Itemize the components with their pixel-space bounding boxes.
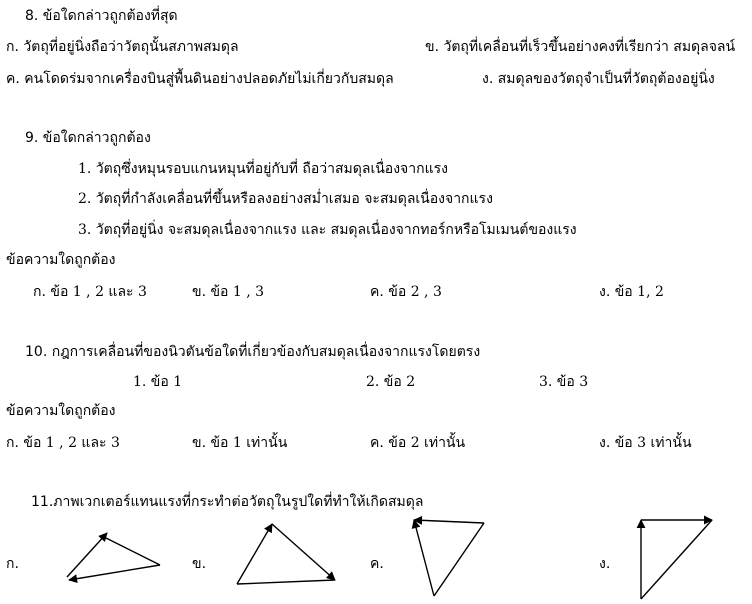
q10-option-d[interactable]: ง. ข้อ 3 เท่านั้น: [599, 435, 692, 451]
q8-option-c[interactable]: ค. คนโดดร่มจากเครื่องบินสู่พื้นดินอย่างปลอดภัยไม่เกี่ยวกับสมดุล: [6, 71, 394, 87]
vector-line: [641, 520, 712, 599]
q9-statement-3: 3. วัตถุที่อยู่นิ่ง จะสมดุลเนื่องจากแรง และ สมดุลเนื่องจากทอร์กหรือโมเมนต์ของแรง: [78, 222, 577, 238]
q9-statement-2: 2. วัตถุที่กำลังเคลื่อนที่ขึ้นหรือลงอย่างสม่ำเสมอ จะสมดุลเนื่องจากแรง: [78, 191, 493, 207]
q11-option-d[interactable]: ง.: [599, 556, 611, 572]
q8-option-d[interactable]: ง. สมดุลของวัตถุจำเป็นที่วัตถุต้องอยู่นิ่ง: [482, 71, 715, 87]
q9-title: 9. ข้อใดกล่าวถูกต้อง: [25, 130, 151, 146]
vector-triangle-d[interactable]: [641, 520, 712, 599]
q8-option-a[interactable]: ก. วัตถุที่อยู่นิ่งถือว่าวัตถุนั้นสภาพสมดุล: [6, 39, 239, 55]
q10-option-b[interactable]: ข. ข้อ 1 เท่านั้น: [192, 435, 288, 451]
q9-statement-1: 1. วัตถุซึ่งหมุนรอบแกนหมุนที่อยู่กับที่ ถือว่าสมดุลเนื่องจากแรง: [78, 161, 448, 177]
vector-line: [434, 523, 484, 596]
q11-option-a[interactable]: ก.: [6, 556, 19, 572]
q9-option-b[interactable]: ข. ข้อ 1 , 3: [192, 284, 265, 300]
vector-line: [104, 537, 160, 565]
vector-arrow: [272, 524, 335, 580]
vector-triangle-c[interactable]: [414, 520, 484, 596]
q10-prompt: ข้อความใดถูกต้อง: [6, 403, 116, 419]
q10-statement-1: 1. ข้อ 1: [133, 374, 183, 390]
q9-option-d[interactable]: ง. ข้อ 1, 2: [599, 284, 664, 300]
q9-option-c[interactable]: ค. ข้อ 2 , 3: [370, 284, 442, 300]
vector-arrow: [67, 533, 107, 577]
q10-option-a[interactable]: ก. ข้อ 1 , 2 และ 3: [6, 435, 120, 451]
q8-title: 8. ข้อใดกล่าวถูกต้องที่สุด: [25, 8, 178, 24]
q9-prompt: ข้อความใดถูกต้อง: [6, 252, 116, 268]
q11-option-b[interactable]: ข.: [192, 556, 207, 572]
vector-triangle-a[interactable]: [67, 533, 160, 580]
vector-triangle-b[interactable]: [237, 524, 335, 584]
q10-title: 10. กฎการเคลื่อนที่ของนิวตันข้อใดที่เกี่ยวข้องกับสมดุลเนื่องจากแรงโดยตรง: [25, 344, 481, 360]
q11-title: 11.ภาพเวกเตอร์แทนแรงที่กระทำต่อวัตถุในรูปใดที่ทำให้เกิดสมดุล: [31, 494, 424, 510]
vector-arrow: [237, 524, 272, 584]
q10-statement-2: 2. ข้อ 2: [366, 374, 416, 390]
vector-arrow: [69, 565, 160, 580]
vector-arrow: [414, 520, 434, 596]
q11-option-c[interactable]: ค.: [370, 556, 384, 572]
vector-arrow: [414, 520, 484, 523]
vector-line: [237, 580, 335, 584]
q8-option-b[interactable]: ข. วัตถุที่เคลื่อนที่เร็วขึ้นอย่างคงที่เรียกว่า สมดุลจลน์: [425, 39, 736, 55]
q9-option-a[interactable]: ก. ข้อ 1 , 2 และ 3: [33, 284, 147, 300]
q10-statement-3: 3. ข้อ 3: [539, 374, 589, 390]
q10-option-c[interactable]: ค. ข้อ 2 เท่านั้น: [370, 435, 466, 451]
